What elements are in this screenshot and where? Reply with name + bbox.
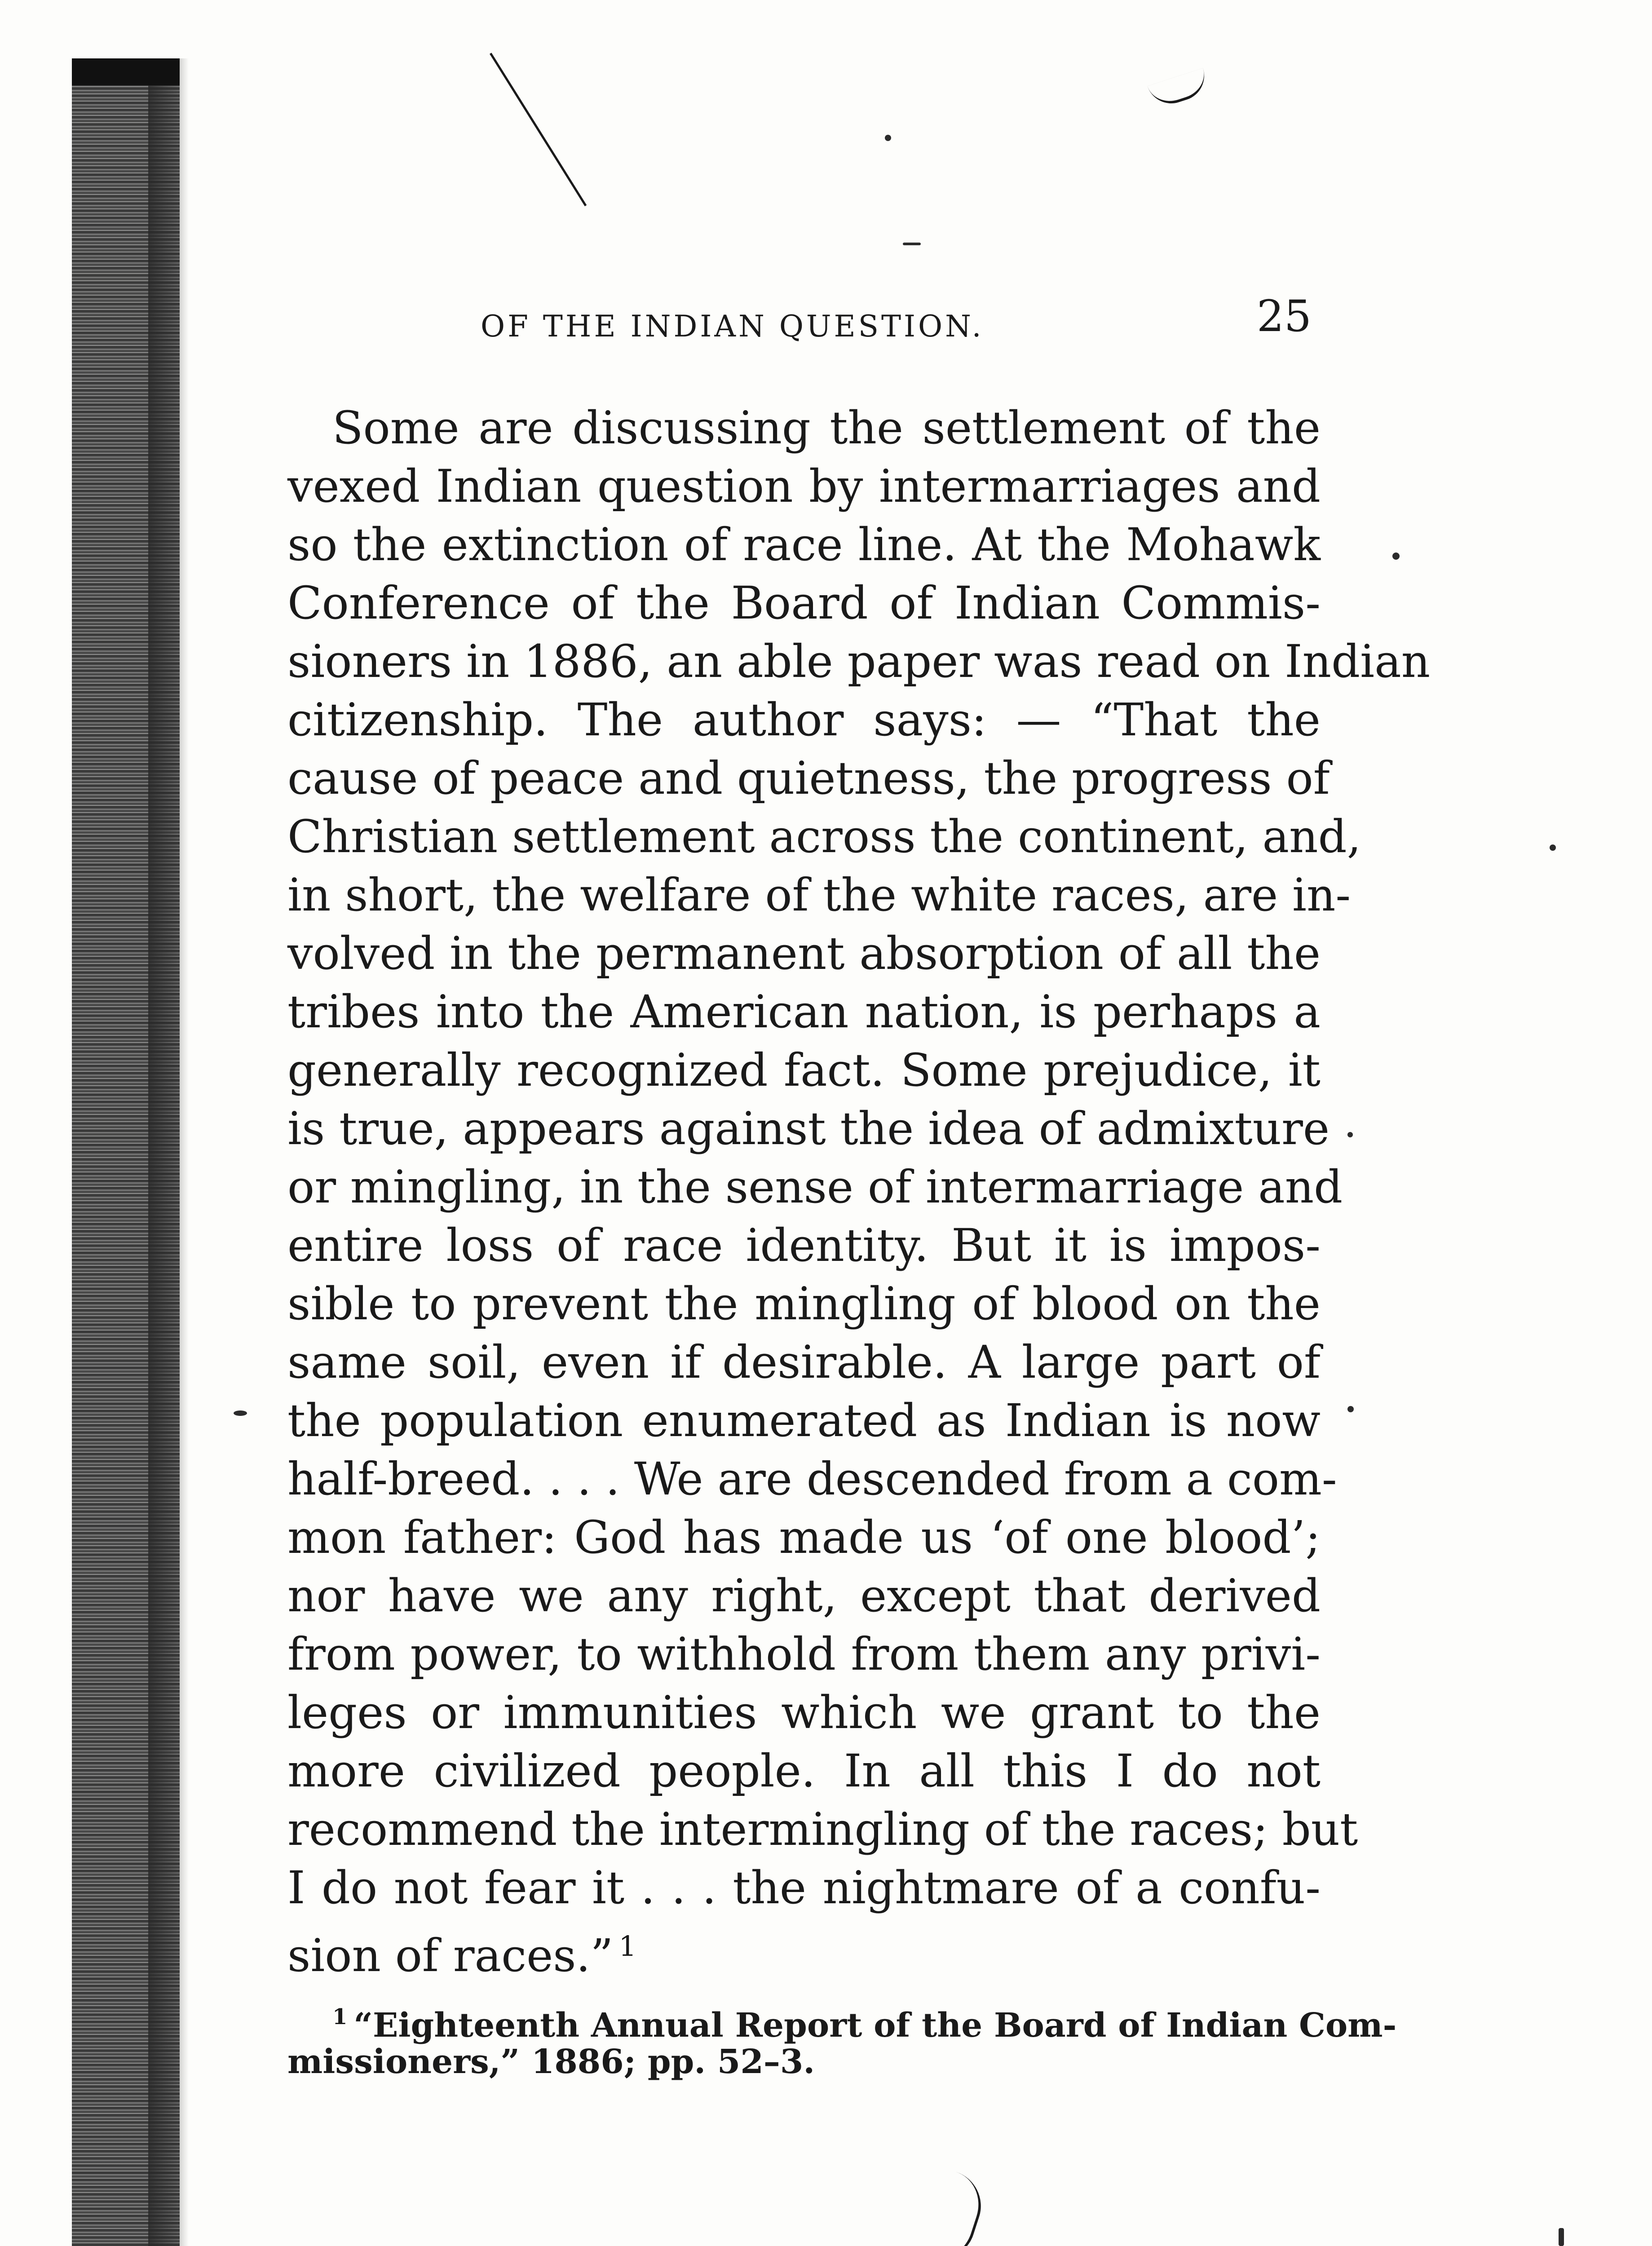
text-line: is true, appears against the idea of admixture [287,1102,1330,1155]
text-line: volved in the permanent absorption of all the [287,927,1321,980]
text-line-last [287,1917,1321,1982]
text-line: Some are discussing the settlement of the [332,402,1321,454]
footnote-line: missioners,” 1886; pp. 52–3. [287,2043,815,2081]
running-head: OF THE INDIAN QUESTION. [481,309,984,344]
speck [903,243,921,245]
text-line-content: sion of races.” [287,1929,614,1982]
body-text [287,399,1431,1982]
footnote [287,1994,1397,2084]
pen-stroke-bottom [921,2170,990,2246]
pen-check-mark [1148,68,1211,110]
text-line: mon father: God has made us ‘of one blood’; [287,1511,1321,1564]
text-line: leges or immunities which we grant to the [287,1686,1321,1739]
text-line: generally recognized fact. Some prejudice, it [287,1044,1321,1096]
text-line: Christian settlement across the continent, and, [287,810,1361,863]
text-line: recommend the intermingling of the races; but [287,1803,1358,1856]
text-line: or mingling, in the sense of intermarriage and [287,1161,1343,1213]
text-line: in short, the welfare of the white races, are in- [287,869,1351,921]
speck [1347,1132,1353,1137]
text-line: cause of peace and quietness, the progress of [287,752,1330,805]
binding-gutter-top [72,58,180,85]
footnote-line [287,1994,1397,2045]
page-number: 25 [1256,291,1312,341]
footnote-reference[interactable]: 1 [618,1930,636,1963]
page-header [481,291,1312,354]
text-line: same soil, even if desirable. A large part of [287,1336,1321,1388]
speck [1392,553,1400,560]
binding-gutter-edge [148,58,189,2246]
speck [1550,844,1556,851]
text-line: citizenship. The author says: — “That the [287,694,1321,746]
text-line: I do not fear it . . . the nightmare of a confu- [287,1861,1321,1914]
text-line: more civilized people. In all this I do not [287,1745,1321,1797]
text-line: entire loss of race identity. But it is impos- [287,1219,1321,1272]
text-line: sioners in 1886, an able paper was read on Indian [287,635,1431,688]
text-line: nor have we any right, except that derived [287,1570,1321,1622]
footnote-text: “Eighteenth Annual Report of the Board of Indian Com- [353,2006,1397,2045]
speck [885,135,891,141]
text-line: Conference of the Board of Indian Commis- [287,577,1321,629]
speck [234,1410,247,1416]
speck [1347,1406,1354,1412]
text-line: vexed Indian question by intermarriages and [287,460,1321,513]
text-line: half-breed. . . . We are descended from a com- [287,1453,1337,1505]
speck [1559,2228,1564,2246]
text-line: sible to prevent the mingling of blood on the [287,1278,1321,1330]
text-line: the population enumerated as Indian is now [287,1394,1321,1447]
text-line: so the extinction of race line. At the Mohawk [287,518,1321,571]
text-line: tribes into the American nation, is perhaps a [287,986,1321,1038]
footnote-marker: 1 [332,2004,348,2029]
text-line: from power, to withhold from them any privi- [287,1628,1321,1680]
pen-stroke-top [490,51,589,206]
